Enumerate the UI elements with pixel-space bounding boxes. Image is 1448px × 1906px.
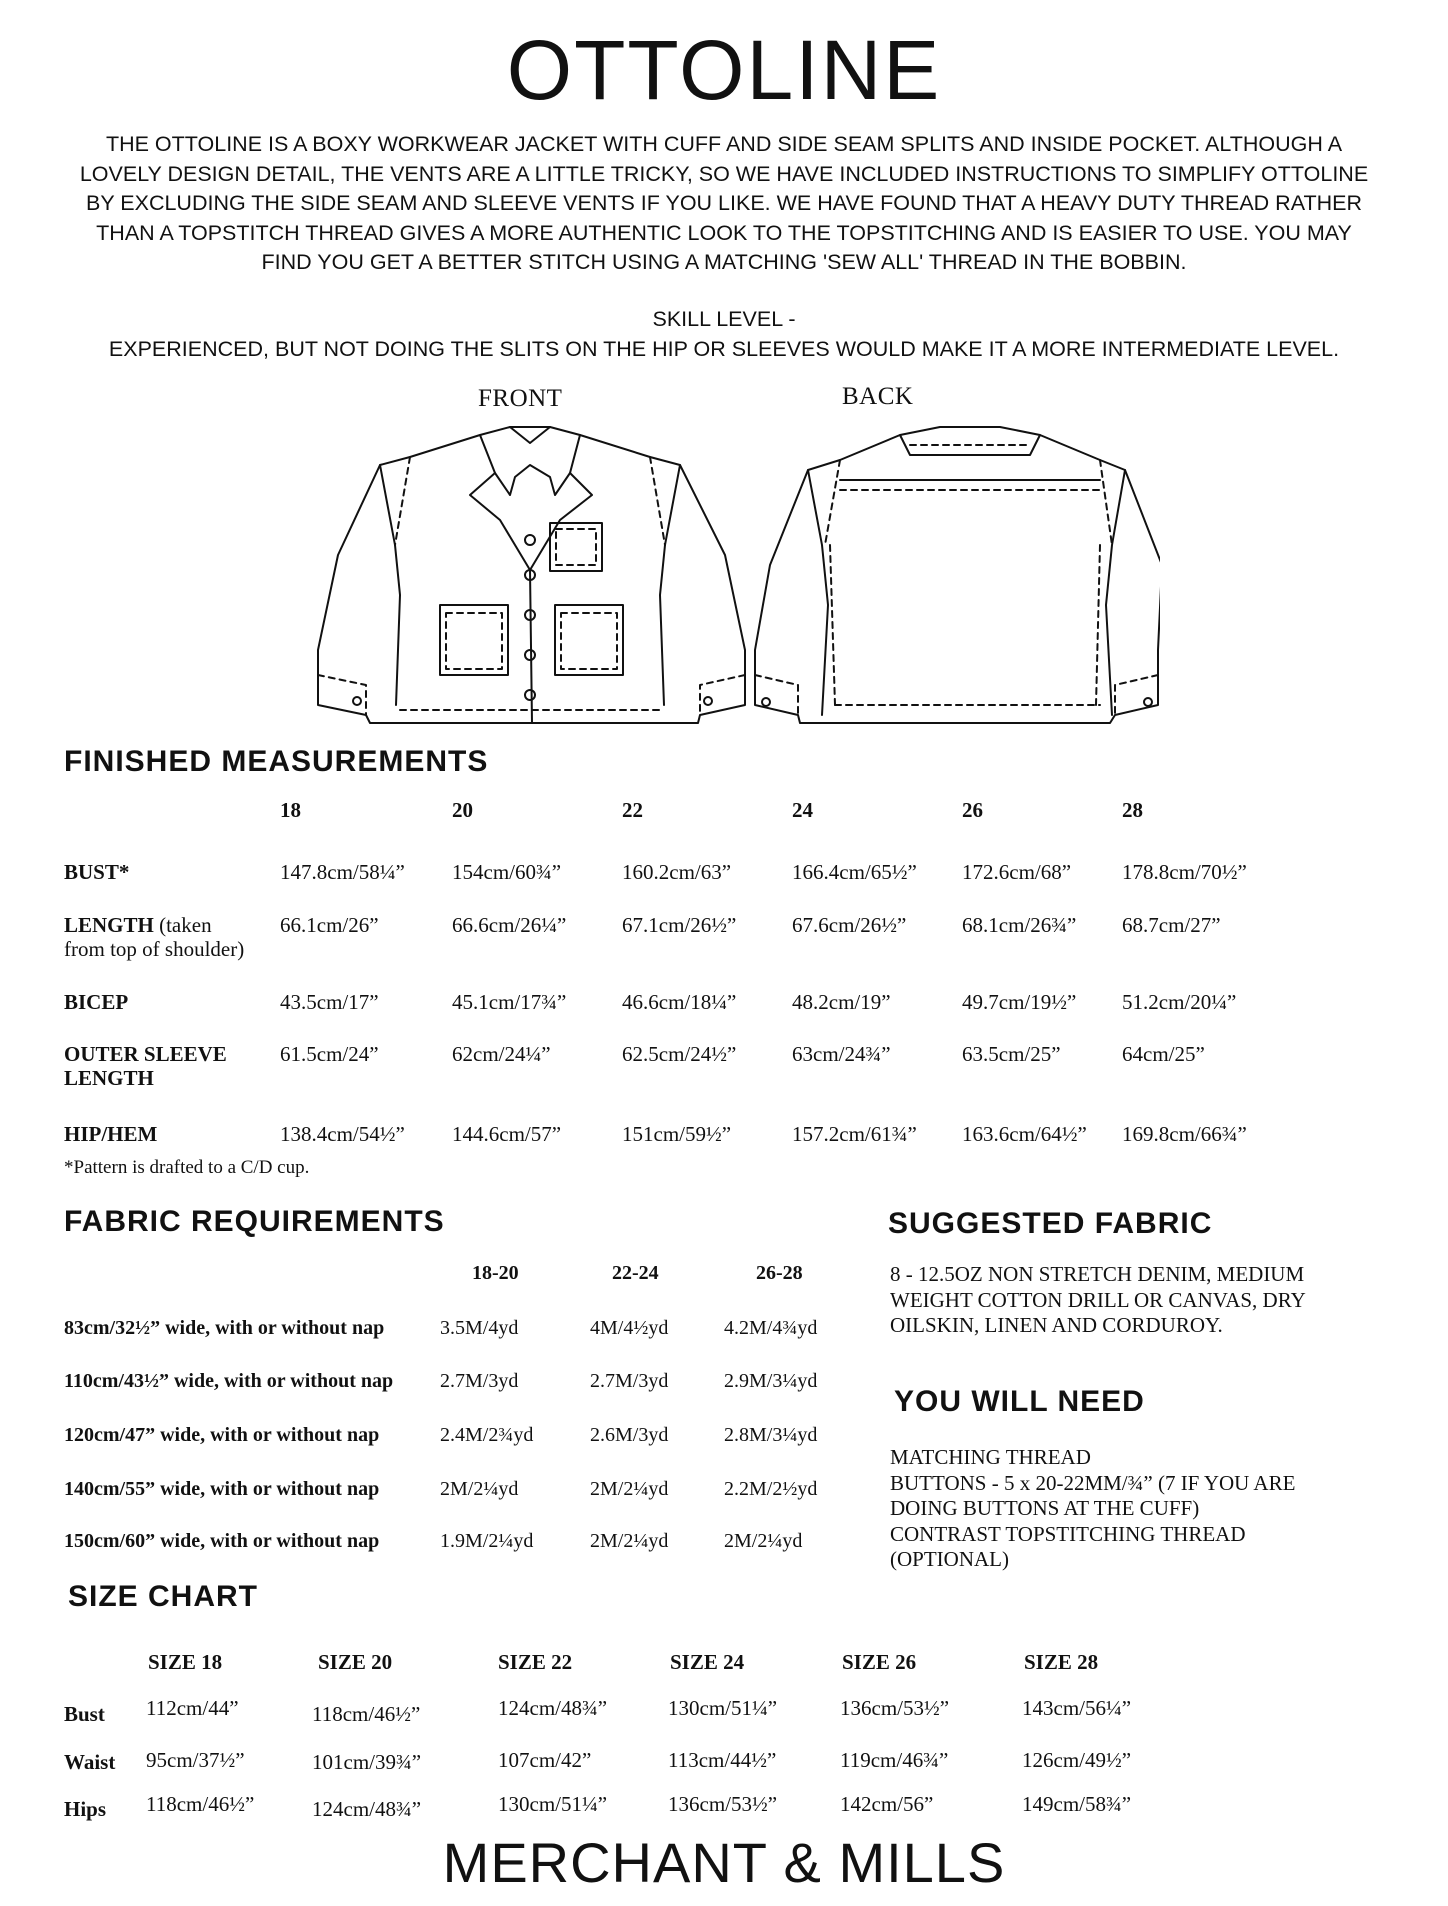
table-cell: 67.1cm/26½” [622,913,737,937]
row-label-bicep: BICEP [64,990,129,1014]
row-label-length-note-2: from top of shoulder) [64,937,245,961]
table-cell: 124cm/48¾” [498,1696,608,1720]
size-header: 26 [962,798,983,822]
row-label-length-note: (taken [153,913,212,937]
row-label-length [64,913,212,938]
table-cell: 48.2cm/19” [792,990,891,1014]
size-chart-col-header: SIZE 20 [318,1650,393,1674]
brand-logo-text: MERCHANT & MILLS [442,1831,1006,1894]
suggested-fabric-heading: SUGGESTED FABRIC [888,1207,1213,1240]
table-cell: 149cm/58¾” [1022,1792,1132,1816]
finished-measurements-heading: FINISHED MEASUREMENTS [64,745,489,778]
table-cell: 136cm/53½” [668,1792,778,1816]
size-header: 20 [452,798,473,822]
table-cell: 169.8cm/66¾” [1122,1122,1247,1146]
table-cell: 101cm/39¾” [312,1750,422,1774]
front-label: FRONT [478,385,563,412]
row-label-outer-sleeve: OUTER SLEEVE [64,1042,227,1066]
skill-level [60,305,1388,364]
table-cell: 3.5M/4yd [440,1317,519,1339]
table-cell: 68.1cm/26¾” [962,913,1077,937]
need-item: MATCHING THREAD [890,1445,1091,1469]
table-cell: 118cm/46½” [312,1702,421,1726]
row-label-hip-hem: HIP/HEM [64,1122,158,1146]
suggested-line: WEIGHT COTTON DRILL OR CANVAS, DRY [890,1287,1306,1312]
suggested-line: OILSKIN, LINEN AND CORDUROY. [890,1313,1223,1337]
table-cell: 163.6cm/64½” [962,1122,1087,1146]
table-cell: 126cm/49½” [1022,1748,1132,1772]
table-cell: 2.8M/3¼yd [724,1424,818,1446]
table-cell: 172.6cm/68” [962,860,1072,884]
fabric-row-label: 140cm/55” wide, with or without nap [64,1478,380,1500]
suggested-fabric-text [890,1262,1306,1339]
size-header: 18 [280,798,301,822]
table-cell: 147.8cm/58¼” [280,860,405,884]
table-cell: 51.2cm/20¼” [1122,990,1237,1014]
table-cell: 1.9M/2¼yd [440,1530,534,1552]
you-will-need-list [890,1445,1295,1573]
size-chart-row-label: Waist [64,1750,116,1774]
fabric-row-label: 150cm/60” wide, with or without nap [64,1530,380,1552]
table-cell: 64cm/25” [1122,1042,1205,1066]
table-cell: 2M/2¼yd [440,1478,519,1500]
table-cell: 113cm/44½” [668,1748,777,1772]
table-cell: 2.7M/3yd [590,1370,669,1392]
skill-text: EXPERIENCED, BUT NOT DOING THE SLITS ON THE HIP OR SLEEVES WOULD MAKE IT A MORE INTERMEDIATE LEVEL. [108,336,1340,361]
you-will-need-heading: YOU WILL NEED [894,1385,1145,1418]
table-cell: 45.1cm/17¾” [452,990,567,1014]
table-cell: 157.2cm/61¾” [792,1122,917,1146]
table-cell: 95cm/37½” [146,1748,245,1772]
intro-line: THE OTTOLINE IS A BOXY WORKWEAR JACKET WITH CUFF AND SIDE SEAM SPLITS AND INSIDE POCKET. ALTHOUGH A [105,132,1343,156]
table-cell: 124cm/48¾” [312,1797,422,1821]
table-cell: 49.7cm/19½” [962,990,1077,1014]
table-cell: 2.6M/3yd [590,1424,669,1446]
size-header: 22 [622,798,643,822]
table-cell: 66.6cm/26¼” [452,913,567,937]
intro-line: BY EXCLUDING THE SIDE SEAM AND SLEEVE VENTS IF YOU LIKE. WE HAVE FOUND THAT A HEAVY DUTY THREAD RATHER [86,191,1362,215]
table-cell: 2.7M/3yd [440,1370,519,1392]
fabric-row-label: 110cm/43½” wide, with or without nap [64,1370,394,1392]
table-cell: 119cm/46¾” [840,1748,949,1772]
table-cell: 66.1cm/26” [280,913,379,937]
table-cell: 4M/4½yd [590,1317,669,1339]
size-chart-col-header: SIZE 22 [498,1650,573,1674]
row-label-outer-sleeve-2: LENGTH [64,1066,154,1090]
table-cell: 63.5cm/25” [962,1042,1061,1066]
table-cell: 2M/2¼yd [590,1530,669,1552]
table-cell: 2.9M/3¼yd [724,1370,818,1392]
table-cell: 118cm/46½” [146,1792,255,1816]
table-cell: 2.2M/2½yd [724,1478,818,1500]
table-cell: 112cm/44” [146,1696,239,1720]
need-item: CONTRAST TOPSTITCHING THREAD [890,1521,1246,1546]
table-cell: 130cm/51¼” [668,1696,778,1720]
back-jacket-drawing [755,427,1160,723]
table-cell: 2.4M/2¾yd [440,1424,534,1446]
size-chart-row-label: Hips [64,1797,107,1821]
need-item: DOING BUTTONS AT THE CUFF) [890,1496,1200,1520]
fabric-row-label: 83cm/32½” wide, with or without nap [64,1317,385,1339]
fabric-col-header: 22-24 [612,1262,659,1284]
intro-text [60,130,1388,278]
size-header: 24 [792,798,813,822]
size-header: 28 [1122,798,1143,822]
table-cell: 143cm/56¼” [1022,1696,1132,1720]
table-cell: 43.5cm/17” [280,990,379,1014]
size-chart-heading: SIZE CHART [68,1580,258,1613]
jacket-drawings [300,405,1160,730]
table-cell: 63cm/24¾” [792,1042,891,1066]
table-cell: 46.6cm/18¼” [622,990,737,1014]
back-label: BACK [842,383,914,410]
suggested-line: 8 - 12.5OZ NON STRETCH DENIM, MEDIUM [890,1262,1305,1286]
intro-line: FIND YOU GET A BETTER STITCH USING A MATCHING 'SEW ALL' THREAD IN THE BOBBIN. [261,250,1187,274]
table-cell: 68.7cm/27” [1122,913,1221,937]
front-jacket-drawing [318,427,745,723]
table-cell: 160.2cm/63” [622,860,732,884]
need-item: (OPTIONAL) [890,1547,1009,1571]
table-cell: 2M/2¼yd [590,1478,669,1500]
size-chart-col-header: SIZE 24 [670,1650,745,1674]
table-cell: 144.6cm/57” [452,1122,562,1146]
table-cell: 107cm/42” [498,1748,592,1772]
row-label-length-main: LENGTH [64,913,154,937]
size-chart-col-header: SIZE 18 [148,1650,223,1674]
table-cell: 178.8cm/70½” [1122,860,1247,884]
table-cell: 138.4cm/54½” [280,1122,405,1146]
intro-line: THAN A TOPSTITCH THREAD GIVES A MORE AUTHENTIC LOOK TO THE TOPSTITCHING AND IS EASIER TO USE. YOU MAY [96,220,1352,245]
page-title: OTTOLINE [506,23,942,117]
table-cell: 166.4cm/65½” [792,860,917,884]
need-item: BUTTONS - 5 x 20-22MM/¾” (7 IF YOU ARE [890,1470,1296,1495]
row-label-bust: BUST* [64,860,130,884]
table-cell: 142cm/56” [840,1792,934,1816]
table-cell: 136cm/53½” [840,1696,950,1720]
table-cell: 2M/2¼yd [724,1530,803,1552]
table-cell: 67.6cm/26½” [792,913,907,937]
size-chart-col-header: SIZE 28 [1024,1650,1099,1674]
size-chart-row-label: Bust [64,1702,105,1726]
table-cell: 62.5cm/24½” [622,1042,737,1066]
fabric-requirements-heading: FABRIC REQUIREMENTS [64,1205,445,1238]
table-cell: 130cm/51¼” [498,1792,608,1816]
table-cell: 61.5cm/24” [280,1042,379,1066]
size-chart-col-header: SIZE 26 [842,1650,917,1674]
fabric-col-header: 18-20 [472,1262,519,1284]
footnote: *Pattern is drafted to a C/D cup. [64,1157,310,1178]
table-cell: 151cm/59½” [622,1122,732,1146]
fabric-row-label: 120cm/47” wide, with or without nap [64,1424,380,1446]
fabric-col-header: 26-28 [756,1262,803,1284]
intro-line: LOVELY DESIGN DETAIL, THE VENTS ARE A LITTLE TRICKY, SO WE HAVE INCLUDED INSTRUCTIONS TO SIMPLIFY OTTOLINE [79,161,1369,186]
table-cell: 62cm/24¼” [452,1042,551,1066]
skill-heading: SKILL LEVEL - [652,307,796,331]
table-cell: 4.2M/4¾yd [724,1317,818,1339]
table-cell: 154cm/60¾” [452,860,562,884]
